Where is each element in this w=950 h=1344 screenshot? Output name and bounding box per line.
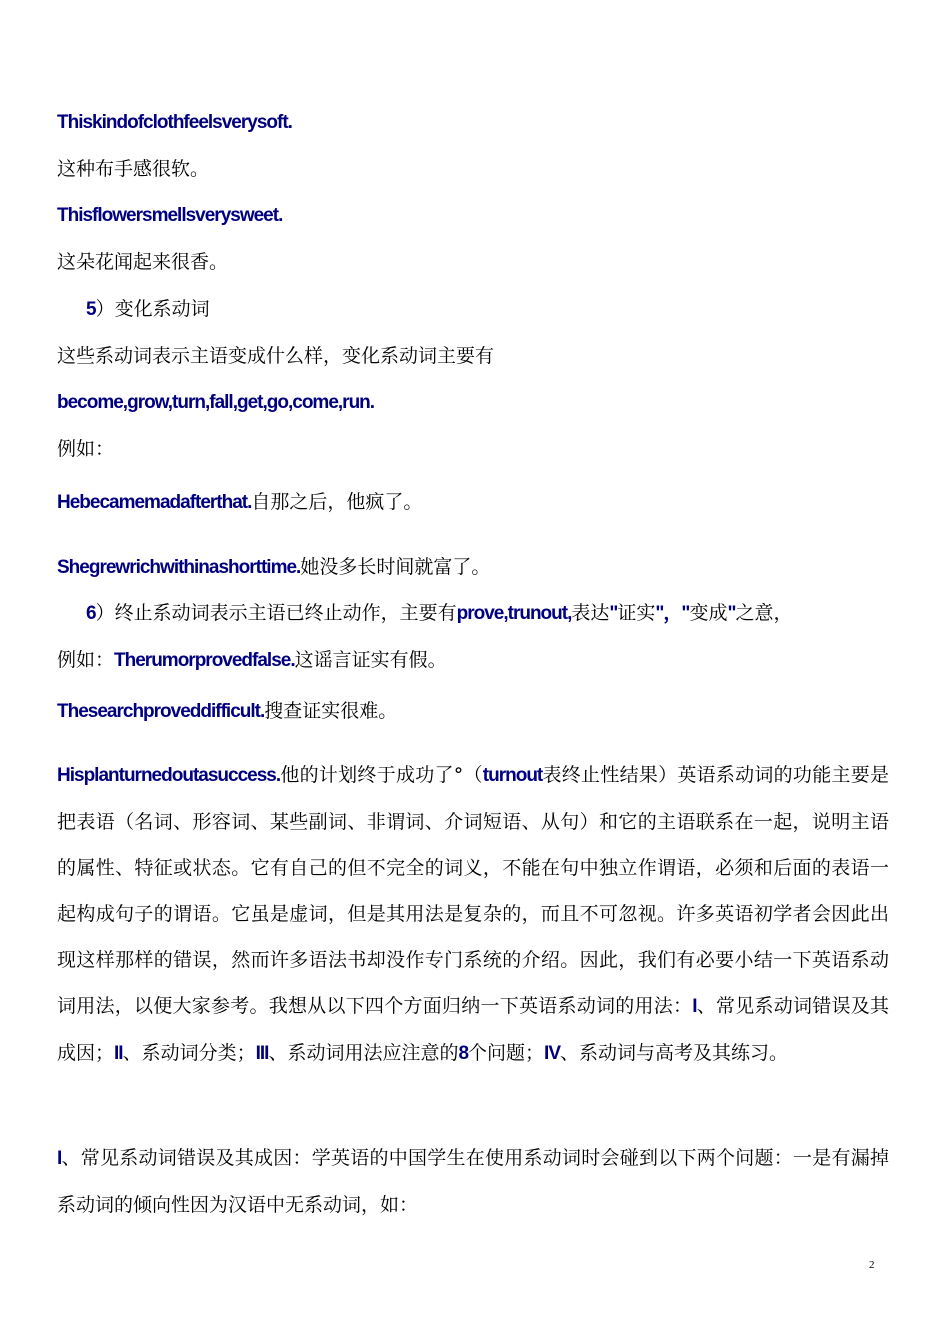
example-label: 例如：: [57, 438, 115, 460]
page-number: 2: [869, 1259, 875, 1271]
example-sentence: [57, 490, 422, 515]
paragraph-text: 他的计划终于成功了°（: [280, 764, 483, 786]
section-text: 变成: [689, 602, 728, 624]
section-heading-change-linking-verbs: [57, 297, 210, 322]
paragraph-text: 表终止性结果）英语系动词的功能主要是把表语（名词、形容词、某些副词、非谓词、介词短语、从句）和它的主语联系在一起，说明主语的属性、特征或状态。它有自己的但不完全的词义，不能在句中独立作谓语，必须和后面的表语一起构成句子的谓语。它虽是虚词，但是其用法是复杂的，而且不可忽视。许多英语初学者会因此出现这样那样的错误，然而许多语法书却没作专门系统的介绍。因此，我们有必要小结一下英语系动词用法，以便大家参考。我想从以下四个方面归纳一下英语系动词的用法：: [57, 764, 889, 1017]
body-paragraph-intro: [57, 752, 889, 1077]
example-translation-zh: 自那之后，他疯了。: [251, 491, 423, 513]
paragraph-text: 、系动词与高考及其练习。: [560, 1042, 789, 1064]
paragraph-text: 、常见系动词错误及其成因；: [57, 995, 889, 1064]
paragraph-text: 、常见系动词错误及其成因：学英语的中国学生在使用系动词时会碰到以下两个问题：一是有漏掉系动词的倾向性因为汉语中无系动词，如：: [57, 1147, 889, 1216]
paragraph-text: 、系动词分类；: [122, 1042, 256, 1064]
quote-mark: "，": [655, 603, 690, 624]
section-text: 表达: [571, 602, 610, 624]
example-label: 例如：: [57, 649, 115, 671]
example-sentence-en: Hisplanturnedoutasuccess.: [57, 765, 281, 786]
body-paragraph-section-1: [57, 1135, 889, 1228]
verb-list: become,grow,turn,fall,get,go,come,run.: [57, 392, 375, 413]
section-heading-terminal-linking-verbs: [57, 601, 793, 626]
roman-numeral: I: [57, 1148, 62, 1169]
quote-mark: ": [727, 603, 736, 624]
roman-numeral: III: [255, 1043, 269, 1064]
example-sentence: [57, 648, 447, 673]
inline-english-term: turnout: [482, 765, 543, 786]
section-title: ）变化系动词: [95, 298, 210, 320]
example-sentence-en: Thesearchproveddifficult.: [57, 701, 265, 722]
section-number: 6: [86, 603, 96, 624]
section-text: 之意，: [735, 602, 793, 624]
quote-mark: ": [609, 603, 618, 624]
example-sentence-en: Therumorprovedfalse.: [114, 650, 295, 671]
body-text-line: 这些系动词表示主语变成什么样，变化系动词主要有: [57, 345, 495, 367]
example-translation-zh: 这种布手感很软。: [57, 158, 210, 180]
example-sentence-en: Thisflowersmellsverysweet.: [57, 205, 283, 226]
section-text: ）终止系动词表示主语已终止动作，主要有: [95, 602, 457, 624]
roman-numeral: IV: [544, 1043, 560, 1064]
verb-list: prove,trunout,: [456, 603, 572, 624]
example-translation-zh: 这谣言证实有假。: [294, 649, 447, 671]
paragraph-text: 个问题；: [468, 1042, 545, 1064]
number: 8: [458, 1043, 469, 1064]
roman-numeral: II: [114, 1043, 123, 1064]
section-text: 证实: [617, 602, 656, 624]
example-sentence-en: Shegrewrichwithinashorttime.: [57, 557, 301, 578]
example-sentence-en: Hebecamemadafterthat.: [57, 492, 252, 513]
example-translation-zh: 搜查证实很难。: [264, 700, 398, 722]
example-sentence-en: Thiskindofclothfeelsverysoft.: [57, 112, 292, 133]
roman-numeral: I: [692, 996, 697, 1017]
example-translation-zh: 她没多长时间就富了。: [300, 556, 491, 578]
section-number: 5: [86, 299, 96, 320]
example-translation-zh: 这朵花闻起来很香。: [57, 251, 229, 273]
paragraph-text: 、系动词用法应注意的: [268, 1042, 459, 1064]
example-sentence: [57, 555, 490, 580]
example-sentence: [57, 699, 397, 724]
